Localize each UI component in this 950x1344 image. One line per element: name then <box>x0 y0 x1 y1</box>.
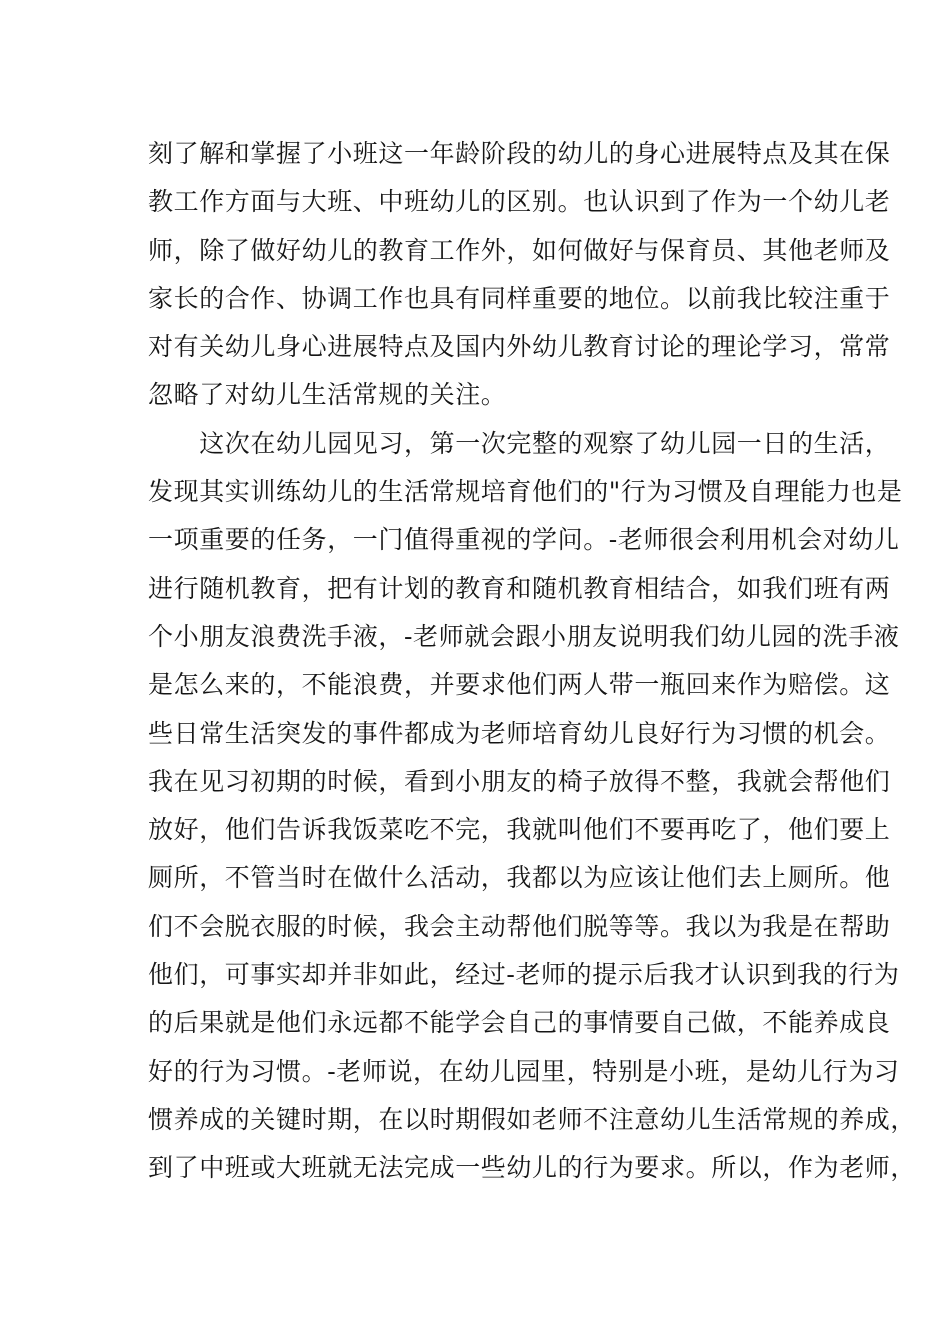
text-line: 惯养成的关键时期，在以时期假如老师不注意幼儿生活常规的养成， <box>148 1104 917 1134</box>
text-line: 厕所，不管当时在做什么活动，我都以为应该让他们去上厕所。他 <box>148 863 891 893</box>
text-line: 些日常生活突发的事件都成为老师培育幼儿良好行为习惯的机会。 <box>148 718 891 748</box>
text-line: 进行随机教育，把有计划的教育和随机教育相结合，如我们班有两 <box>148 573 891 603</box>
text-line: 是怎么来的，不能浪费，并要求他们两人带一瓶回来作为赔偿。这 <box>148 670 891 700</box>
body-text <box>148 130 917 1193</box>
text-line: 到了中班或大班就无法完成一些幼儿的行为要求。所以，作为老师， <box>148 1153 917 1183</box>
text-line: 放好，他们告诉我饭菜吃不完，我就叫他们不要再吃了，他们要上 <box>148 815 891 845</box>
text-line: 们不会脱衣服的时候，我会主动帮他们脱等等。我以为我是在帮助 <box>148 911 891 941</box>
text-line: 的后果就是他们永远都不能学会自己的事情要自己做，不能养成良 <box>148 1008 891 1038</box>
text-line: 对有关幼儿身心进展特点及国内外幼儿教育讨论的理论学习，常常 <box>148 332 891 362</box>
text-line: 忽略了对幼儿生活常规的关注。 <box>148 380 507 410</box>
text-line: 好的行为习惯。-老师说，在幼儿园里，特别是小班，是幼儿行为习 <box>148 1056 900 1086</box>
text-line: 家长的合作、协调工作也具有同样重要的地位。以前我比较注重于 <box>148 283 891 313</box>
text-line: 发现其实训练幼儿的生活常规培育他们的"行为习惯及自理能力也是 <box>148 477 903 507</box>
text-line: 师，除了做好幼儿的教育工作外，如何做好与保育员、其他老师及 <box>148 235 891 265</box>
text-line: 刻了解和掌握了小班这一年龄阶段的幼儿的身心进展特点及其在保 <box>148 139 891 168</box>
text-line: 教工作方面与大班、中班幼儿的区别。也认识到了作为一个幼儿老 <box>148 187 891 217</box>
text-line: 我在见习初期的时候，看到小朋友的椅子放得不整，我就会帮他们 <box>148 766 891 796</box>
paragraph-first-line: 这次在幼儿园见习，第一次完整的观察了幼儿园一日的生活， <box>148 428 891 458</box>
text-line: 个小朋友浪费洗手液，-老师就会跟小朋友说明我们幼儿园的洗手液 <box>148 621 900 651</box>
text-line: 一项重要的任务，一门值得重视的学问。-老师很会利用机会对幼儿 <box>148 525 900 555</box>
text-line: 他们，可事实却并非如此，经过-老师的提示后我才认识到我的行为 <box>148 960 900 990</box>
